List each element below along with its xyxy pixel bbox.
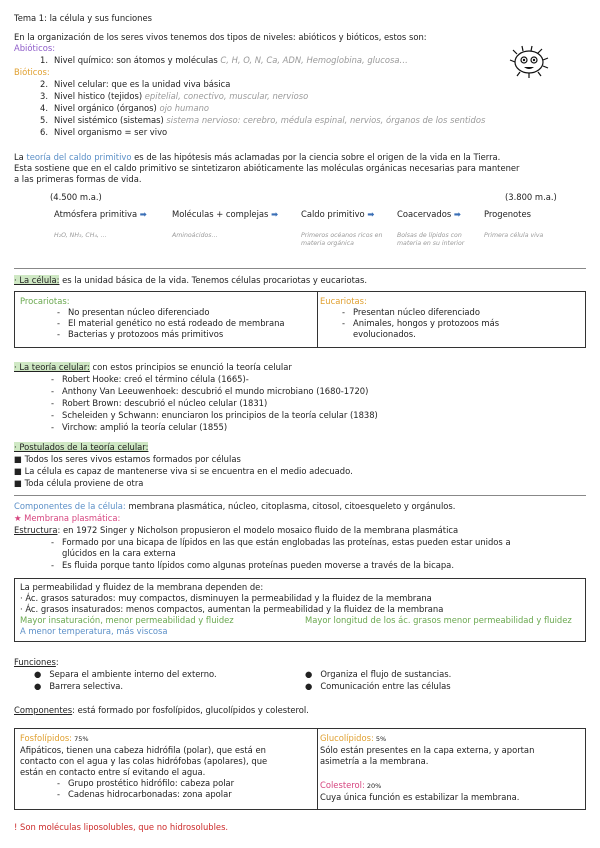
arrow-right-icon: ➡ <box>271 209 279 219</box>
list-item: 5. Nivel sistémico (sistemas) sistema nervioso: cerebro, médula espinal, nervios, órganos de los sentidos <box>40 115 486 125</box>
timeline-step: Moléculas + complejas ➡ <box>172 209 279 219</box>
list-item: ■ Todos los seres vivos estamos formados por células <box>14 454 241 464</box>
square-bullet-icon: ■ <box>14 478 22 488</box>
list-item: glúcidos en la cara externa <box>62 548 176 558</box>
list-item: - Es fluida porque tanto lípidos como algunas proteínas pueden moverse a través de la bicapa. <box>50 560 454 570</box>
list-item: ● Organiza el flujo de sustancias. <box>305 669 452 679</box>
funciones-heading: Funciones: <box>14 657 59 667</box>
postulados-heading: · Postulados de la teoría celular: <box>14 442 149 452</box>
timeline-note: H₂O, NH₃, CH₄, … <box>54 232 107 239</box>
membrana-heading: ★ Membrana plasmática: <box>14 513 121 523</box>
list-item: 2. Nivel celular: que es la unidad viva básica <box>40 79 231 89</box>
fosfolipidos-line: están en contacto entre sí evitando el agua. <box>20 767 206 777</box>
arrow-right-icon: ➡ <box>139 209 147 219</box>
warning-note: ! Son moléculas liposolubles, que no hidrosolubles. <box>14 822 229 832</box>
componentes-celula: Componentes de la célula: membrana plasmática, núcleo, citoplasma, citosol, citoesqueleto y orgánulos. <box>14 501 456 511</box>
bioticos-label: Bióticos: <box>14 67 50 77</box>
colesterol-title: Colesterol: 20% <box>320 780 382 790</box>
timeline-note: Bolsas de lípidos con materia en su interior <box>397 232 465 247</box>
list-item: - El material genético no está rodeado de membrana <box>56 318 285 328</box>
caldo-paragraph: La teoría del caldo primitivo es de las hipótesis más aclamadas por la ciencia sobre el origen de la vida en la Tierra. <box>14 152 501 162</box>
componentes-line: Componentes: está formado por fosfolípidos, glucolípidos y colesterol. <box>14 705 309 715</box>
list-item: - Animales, hongos y protozoos más <box>341 318 500 328</box>
list-item: ● Separa el ambiente interno del externo. <box>34 669 217 679</box>
list-item: - Presentan núcleo diferenciado <box>341 307 480 317</box>
list-item: 6. Nivel organismo = ser vivo <box>40 127 168 137</box>
list-item: - Grupo prostético hidrófilo: cabeza polar <box>56 778 235 788</box>
list-item: evolucionados. <box>353 329 416 339</box>
bullet-icon: ● <box>305 669 313 679</box>
page-title: Tema 1: la célula y sus funciones <box>14 13 153 23</box>
intro-text: En la organización de los seres vivos tenemos dos tipos de niveles: abióticos y bióticos, estos son: <box>14 32 427 42</box>
timeline-step: Progenotes <box>484 209 531 219</box>
list-item: ■ La célula es capaz de mantenerse viva si se encuentra en el medio adecuado. <box>14 466 353 476</box>
timeline-note: Primeros océanos ricos en materia orgánica <box>301 232 383 247</box>
square-bullet-icon: ■ <box>14 454 22 464</box>
celula-paragraph: · La célula: es la unidad básica de la vida. Tenemos células procariotas y eucariotas. <box>14 275 368 285</box>
list-item: ● Comunicación entre las células <box>305 681 451 691</box>
square-bullet-icon: ■ <box>14 466 22 476</box>
caldo-paragraph-line3: a las primeras formas de vida. <box>14 174 142 184</box>
glucolipidos-line: asimetría a la membrana. <box>320 756 429 766</box>
glucolipidos-line: Sólo están presentes en la capa externa, y aportan <box>320 745 535 755</box>
permeabilidad-line: La permeabilidad y fluidez de la membrana dependen de: <box>20 582 264 592</box>
timeline-note: Aminoácidos… <box>172 232 218 239</box>
fosfolipidos-line: Afipáticos, tienen una cabeza hidrófila (polar), que está en <box>20 745 266 755</box>
bullet-icon: ● <box>305 681 313 691</box>
list-item: ● Barrera selectiva. <box>34 681 124 691</box>
timeline-step: Caldo primitivo ➡ <box>301 209 375 219</box>
list-item: - Bacterias y protozoos más primitivos <box>56 329 224 339</box>
estructura-line: Estructura: en 1972 Singer y Nicholson propusieron el modelo mosaico fluido de la membrana plasmática <box>14 525 459 535</box>
list-item: 4. Nivel orgánico (órganos) ojo humano <box>40 103 210 113</box>
permeabilidad-line: · Ác. grasos insaturados: menos compactos, aumentan la permeabilidad y la fluidez de la membrana <box>20 604 444 614</box>
timeline-step: Coacervados ➡ <box>397 209 461 219</box>
permeabilidad-line: Mayor insaturación, menor permeabilidad y fluidez <box>20 615 234 625</box>
colesterol-line: Cuya única función es estabilizar la membrana. <box>320 792 520 802</box>
fosfolipidos-title: Fosfolípidos: 75% <box>20 733 89 743</box>
timeline-end: (3.800 m.a.) <box>505 192 557 202</box>
list-item: - Scheleiden y Schwann: enunciaron los principios de la teoría celular (1838) <box>50 410 378 420</box>
list-item: - Robert Brown: descubrió el núcleo celular (1831) <box>50 398 268 408</box>
timeline-start: (4.500 m.a.) <box>50 192 102 202</box>
eucariotas-title: Eucariotas: <box>320 296 367 306</box>
arrow-right-icon: ➡ <box>453 209 461 219</box>
arrow-right-icon: ➡ <box>367 209 375 219</box>
procariotas-title: Procariotas: <box>20 296 70 306</box>
fosfolipidos-line: contacto con el agua y las colas hidrófobas (apolares), que <box>20 756 268 766</box>
timeline-step: Atmósfera primitiva ➡ <box>54 209 147 219</box>
caldo-paragraph-line2: Esta sostiene que en el caldo primitivo se sintetizaron abióticamente las moléculas orgánicas necesarias para mantener <box>14 163 520 173</box>
divider <box>14 495 586 496</box>
bullet-icon: ● <box>34 681 42 691</box>
list-item: - Robert Hooke: creó el término célula (1665)- <box>50 374 249 384</box>
glucolipidos-title: Glucolípidos: 5% <box>320 733 387 743</box>
list-item: ■ Toda célula proviene de otra <box>14 478 144 488</box>
virus-doodle-icon <box>505 42 555 80</box>
list-item: - Cadenas hidrocarbonadas: zona apolar <box>56 789 232 799</box>
permeabilidad-line: · Ác. grasos saturados: muy compactos, disminuyen la permeabilidad y la fluidez de la membrana <box>20 593 432 603</box>
list-item: 1. Nivel químico: son átomos y moléculas C, H, O, N, Ca, ADN, Hemoglobina, glucosa… <box>40 55 408 65</box>
teoria-paragraph: · La teoría celular: con estos principios se enunció la teoría celular <box>14 362 292 372</box>
permeabilidad-line: A menor temperatura, más viscosa <box>20 626 168 636</box>
list-item: - Virchow: amplió la teoría celular (1855) <box>50 422 228 432</box>
timeline-note: Primera célula viva <box>484 232 544 239</box>
list-item: - No presentan núcleo diferenciado <box>56 307 210 317</box>
abioticos-label: Abióticos: <box>14 43 56 53</box>
list-item: 3. Nivel histico (tejidos) epitelial, conectivo, muscular, nervioso <box>40 91 309 101</box>
bullet-icon: ● <box>34 669 42 679</box>
list-item: - Anthony Van Leeuwenhoek: descubrió el mundo microbiano (1680-1720) <box>50 386 369 396</box>
list-item: - Formado por una bicapa de lípidos en las que están englobadas las proteínas, estas pueden estar unidos a <box>50 537 511 547</box>
divider <box>14 268 586 269</box>
permeabilidad-line: Mayor longitud de los ác. grasos menor permeabilidad y fluidez <box>305 615 572 625</box>
